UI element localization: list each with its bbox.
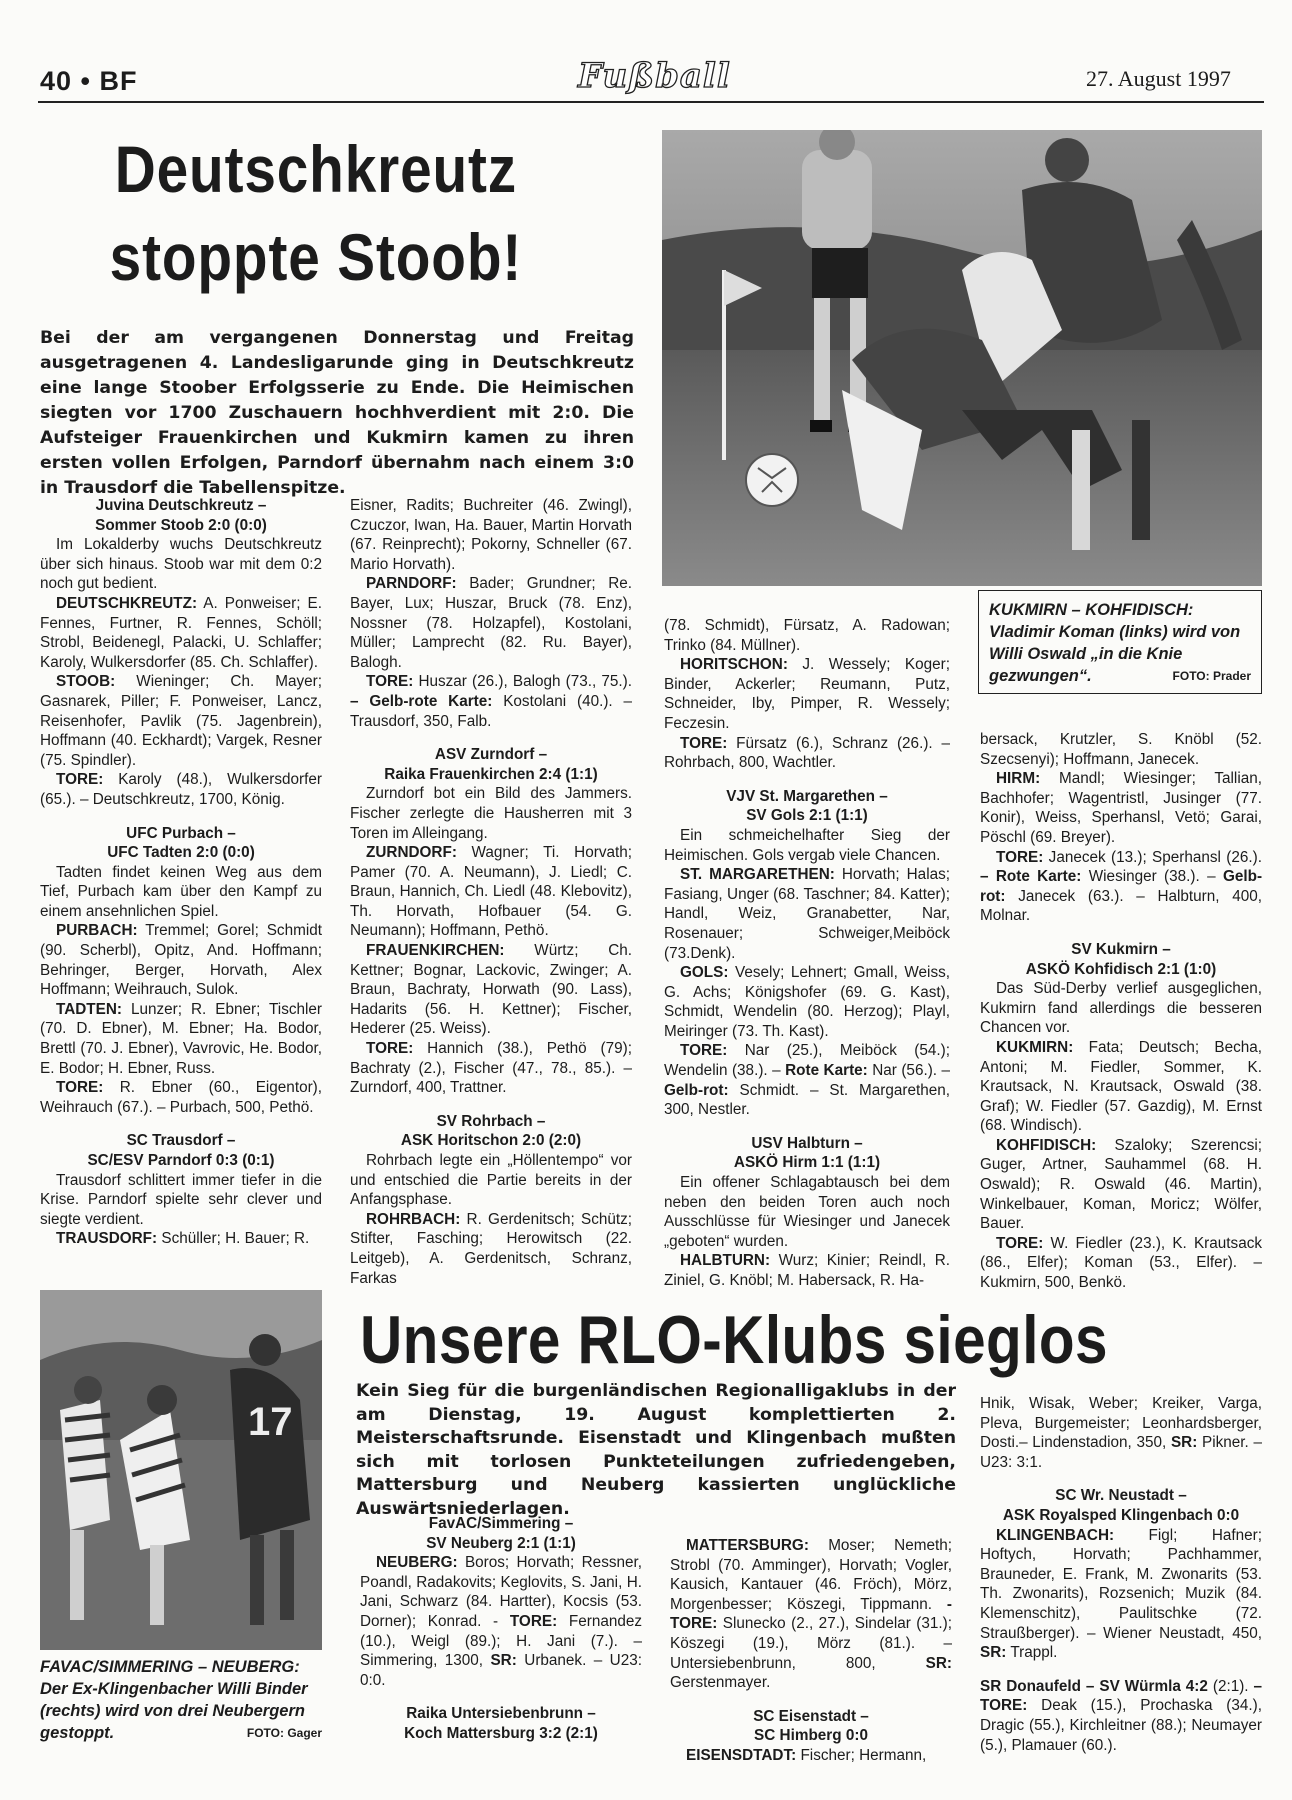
header-rule [38, 101, 1264, 103]
article1-column-2: Eisner, Radits; Buchreiter (46. Zwingl), Czuczor, Iwan, Ha. Bauer, Martin Horvath (67. Reinprecht); Pokorny, Schneller (67. Mario Horvath). PARNDORF: Bader; Grundner; Re. Bayer, Lux; Huszar, Bruck (78. Enz), Nossner (78. Holzapfel), Kostolani, Müller; Lamprecht (82. Ru. Bayer), Balogh. TORE: Huszar (26.), Balogh (73., 75.). – Gelb-rote Karte: Kostolani (40.). – Trausdorf, 350, Falb. ASV Zurndorf – Raika Frauenkirchen 2:4 (1:1) Zurndorf bot ein Bild des Jammers. Fischer zerlegte die Hausherren mit 3 Toren im Alleingang. ZURNDORF: Wagner; Ti. Horvath; Pamer (70. A. Neumann), J. Liedl; C. Braun, Hannich, Ch. Liedl (48. Klebovitz), Th. Horvath, Hofbauer (54. G. Neumann); Hoffmann, Pethö. FRAUENKIRCHEN: Würtz; Ch. Kettner; Bognar, Lackovic, Zwinger; A. Braun, Bachraty, Horwath (90. Lass), Hadarits (56. H. Kettner); Fischer, Hederer (25. Weiss). TORE: Hannich (38.), Pethö (79); Bachraty (2.), Fischer (47., 78., 85.). – Zurndorf, 400, Trattner. SV Rohrbach – ASK Horitschon 2:0 (2:0) Rohrbach legte ein „Höllentempo“ vor und entschied die Partie bereits in der Anfangsphase. ROHRBACH: R. Gerdenitsch; Schütz; Stifter, Fasching; Herowitsch (22. Leitgeb), A. Gerdenitsch, Schranz, Farkas [350, 497, 633, 1287]
issue-date: 27. August 1997 [1086, 66, 1231, 91]
article2-headline: Unsere RLO-Klubs sieglos [360, 1302, 1108, 1378]
article1-headline: Deutschkreutz stoppte Stoob! [109, 132, 523, 294]
photo2-caption: FAVAC/SIMMERING – NEUBERG: Der Ex-Klingenbacher Willi Binder (rechts) wird von drei Neubergern gestoppt. FOTO: Gager [40, 1652, 322, 1756]
section-title: Fußball [578, 56, 731, 96]
article1-column-3: (78. Schmidt), Fürsatz, A. Radowan; Trinko (84. Müllner). HORITSCHON: J. Wessely; Koger; Binder, Ackerler; Reumann, Putz, Schneider, Iby, Pimper, R. Wessely; Feczesin. TORE: Fürsatz (6.), Schranz (26.). – Rohrbach, 800, Wachtler. VJV St. Margarethen – SV Gols 2:1 (1:1) Ein schmeichelhafter Sieg der Heimischen. Gols vergab viele Chancen. ST. MARGARETHEN: Horvath; Halas; Fasiang, Unger (68. Taschner; 84. Katter); Handl, Weiz, Granabetter, Nar, Rosenauer; Schweiger,Meiböck (73.Denk). GOLS: Vesely; Lehnert; Gmall, Weiss, G. Achs; Königshofer (69. G. Kast), Schmidt, Wendelin (80. Herzog); Playl, Meiringer (73. Th. Kast). TORE: Nar (25.), Meiböck (54.); Wendelin (38.). – Rote Karte: Nar (56.). – Gelb-rot: Schmidt. – St. Margarethen, 300, Nestler. USV Halbturn – ASKÖ Hirm 1:1 (1:1) Ein offener Schlagabtausch bei dem neben den beiden Toren auch noch Ausschlüsse für Wiesinger und Janecek „geboten“ wurden. HALBTURN: Wurz; Kinier; Reindl, R. Ziniel, G. Knöbl; M. Habersack, R. Ha- [664, 617, 951, 1289]
article2-lead: Kein Sieg für die burgenländischen Regionalligaklubs in der am Dienstag, 19. August komplettierten 2. Meisterschaftsrunde. Eisenstadt und Klingenbach mußten sich mit torlosen Punkteteilungen zufriedengeben, Mattersburg und Neuberg kassierten unglückliche Auswärtsniederlagen. [356, 1381, 956, 1519]
match-photo-neuberg-image [40, 1290, 322, 1650]
photo1-caption: KUKMIRN – KOHFIDISCH: Vladimir Koman (links) wird von Willi Oswald „in die Knie gezwungen“. FOTO: Prader [978, 590, 1262, 694]
page-number: 40 • BF [40, 66, 138, 96]
match-photo-kukmirn-image [662, 130, 1262, 586]
article2-column-1: FavAC/Simmering – SV Neuberg 2:1 (1:1) NEUBERG: Boros; Horvath; Ressner, Poandl, Radakovits; Keglovits, S. Jani, H. Jani, Schwarz (84. Hartter), Kocsis (53. Dorner); Konrad. - TORE: Fernandez (10.), Weigl (89.); H. Jani (7.). – Simmering, 1300, SR: Urbanek. – U23: 0:0. Raika Untersiebenbrunn – Koch Mattersburg 3:2 (2:1) [360, 1515, 643, 1742]
photo1-credit: FOTO: Prader [1172, 669, 1251, 683]
article1-lead: Bei der am vergangenen Donnerstag und Freitag ausgetragenen 4. Landesligarunde ging in Deutschkreutz eine lange Stoober Erfolgsserie zu Ende. Die Heimischen siegten vor 1700 Zuschauern hochhverdient mit 2:0. Die Aufsteiger Frauenkirchen und Kukmirn kamen zu ihren ersten vollen Erfolgen, Parndorf übernahm nach einem 3:0 in Trausdorf die Tabellenspitze. [40, 328, 634, 498]
article1-column-1: Juvina Deutschkreutz – Sommer Stoob 2:0 (0:0) Im Lokalderby wuchs Deutschkreutz über sich hinaus. Stoob war mit dem 0:2 noch gut bedient. DEUTSCHKREUTZ: A. Ponweiser; E. Fennes, Furtner, R. Fennes, Schöll; Strobl, Beidenegl, Palacki, U. Schlaffer; Karoly, Wulkersdorfer (85. Ch. Schlaffer). STOOB: Wieninger; Ch. Mayer; Gasnarek, Piller; F. Ponweiser, Lancz, Reisenhofer, Pavlik (75. Jagenbrein), Hoffmann (40. Eckhardt); Vargek, Resner (75. Spindler). TORE: Karoly (48.), Wulkersdorfer (65.). – Deutschkreutz, 1700, König. UFC Purbach – UFC Tadten 2:0 (0:0) Tadten findet keinen Weg aus dem Tief, Purbach kam über den Kampf zu einem ansehnlichen Spiel. PURBACH: Tremmel; Gorel; Schmidt (90. Scherbl), Opitz, And. Hoffmann; Behringer, Berger, Horvath, Alex Hoffmann; Weihrauch, Sulok. TADTEN: Lunzer; R. Ebner; Tischler (70. D. Ebner), M. Ebner; Ha. Bodor, Brettl (70. J. Ebner), Vavrovic, He. Bodor, E. Bodor; H. Ebner, Russ. TORE: R. Ebner (60., Eigentor), Weihrauch (67.). – Purbach, 500, Pethö. SC Trausdorf – SC/ESV Parndorf 0:3 (0:1) Trausdorf schlittert immer tiefer in die Krise. Parndorf spielte sehr clever und siegte verdient. TRAUSDORF: Schüller; H. Bauer; R. [40, 497, 323, 1248]
article2-column-3: Hnik, Wisak, Weber; Kreiker, Varga, Pleva, Burgemeister; Leonhardsberger, Dosti.– Lindenstadion, 350, SR: Pikner. – U23: 3:1. SC Wr. Neustadt – ASK Royalsped Klingenbach 0:0 KLINGENBACH: Figl; Hafner; Hoftych, Horvath; Pachhammer, Brauneder, E. Frank, M. Zwonarits (53. Th. Zwonarits), Rozsenich; Muzik (84. Klemenschitz), Paulitschke (72. Straußberger). – Wiener Neustadt, 450, SR: Trappl. SR Donaufeld – SV Würmla 4:2 (2:1). – TORE: Deak (15.), Prochaska (34.), Dragic (55.), Kirchleitner (88.); Neumayer (5.), Plamauer (60.). [980, 1395, 1263, 1754]
article2-column-2: MATTERSBURG: Moser; Nemeth; Strobl (70. Amminger), Horvath; Vogler, Kausich, Kantauer (46. Fröch), Mörz, Morgenbesser; Köszegi, Tippmann. -TORE: Slunecko (2., 27.), Sindelar (31.); Köszegi (19.), Mörz (81.). – Untersiebenbrunn, 800, SR: Gerstenmayer. SC Eisenstadt – SC Himberg 0:0 EISENSDTADT: Fischer; Hermann, [670, 1537, 953, 1764]
match-photo-neuberg [40, 1290, 322, 1650]
jersey-number: 17 [248, 1400, 293, 1444]
photo2-credit: FOTO: Gager [246, 1726, 322, 1740]
article1-column-4: bersack, Krutzler, S. Knöbl (52. Szecsenyi); Hoffmann, Janecek. HIRM: Mandl; Wiesinger; Tallian, Bachhofer; Wagentristl, Jusinger (77. Konir), Weiss, Sperhansl, Vetö; Garai, Pöschl (69. Breyer). TORE: Janecek (13.); Sperhansl (26.). – Rote Karte: Wiesinger (38.). – Gelb-rot: Janecek (63.). – Halbturn, 400, Molnar. SV Kukmirn – ASKÖ Kohfidisch 2:1 (1:0) Das Süd-Derby verlief ausgeglichen, Kukmirn fand allerdings die besseren Chancen vor. KUKMIRN: Fata; Deutsch; Becha, Antoni; M. Fiedler, Sommer, K. Krautsack, N. Krautsack, Oswald (38. Graf); W. Fiedler (57. Gazdig), M. Ernst (68. Windisch). KOHFIDISCH: Szaloky; Szerencsi; Guger, Artner, Sauhammel (68. H. Oswald); R. Oswald (46. Martin), Winkelbauer, Koman, Moricz; Wölfer, Bauer. TORE: W. Fiedler (23.), K. Krautsack (86., Elfer); Koman (53., Elfer). – Kukmirn, 500, Benkö. [980, 731, 1263, 1292]
match-photo-kukmirn [662, 130, 1262, 586]
